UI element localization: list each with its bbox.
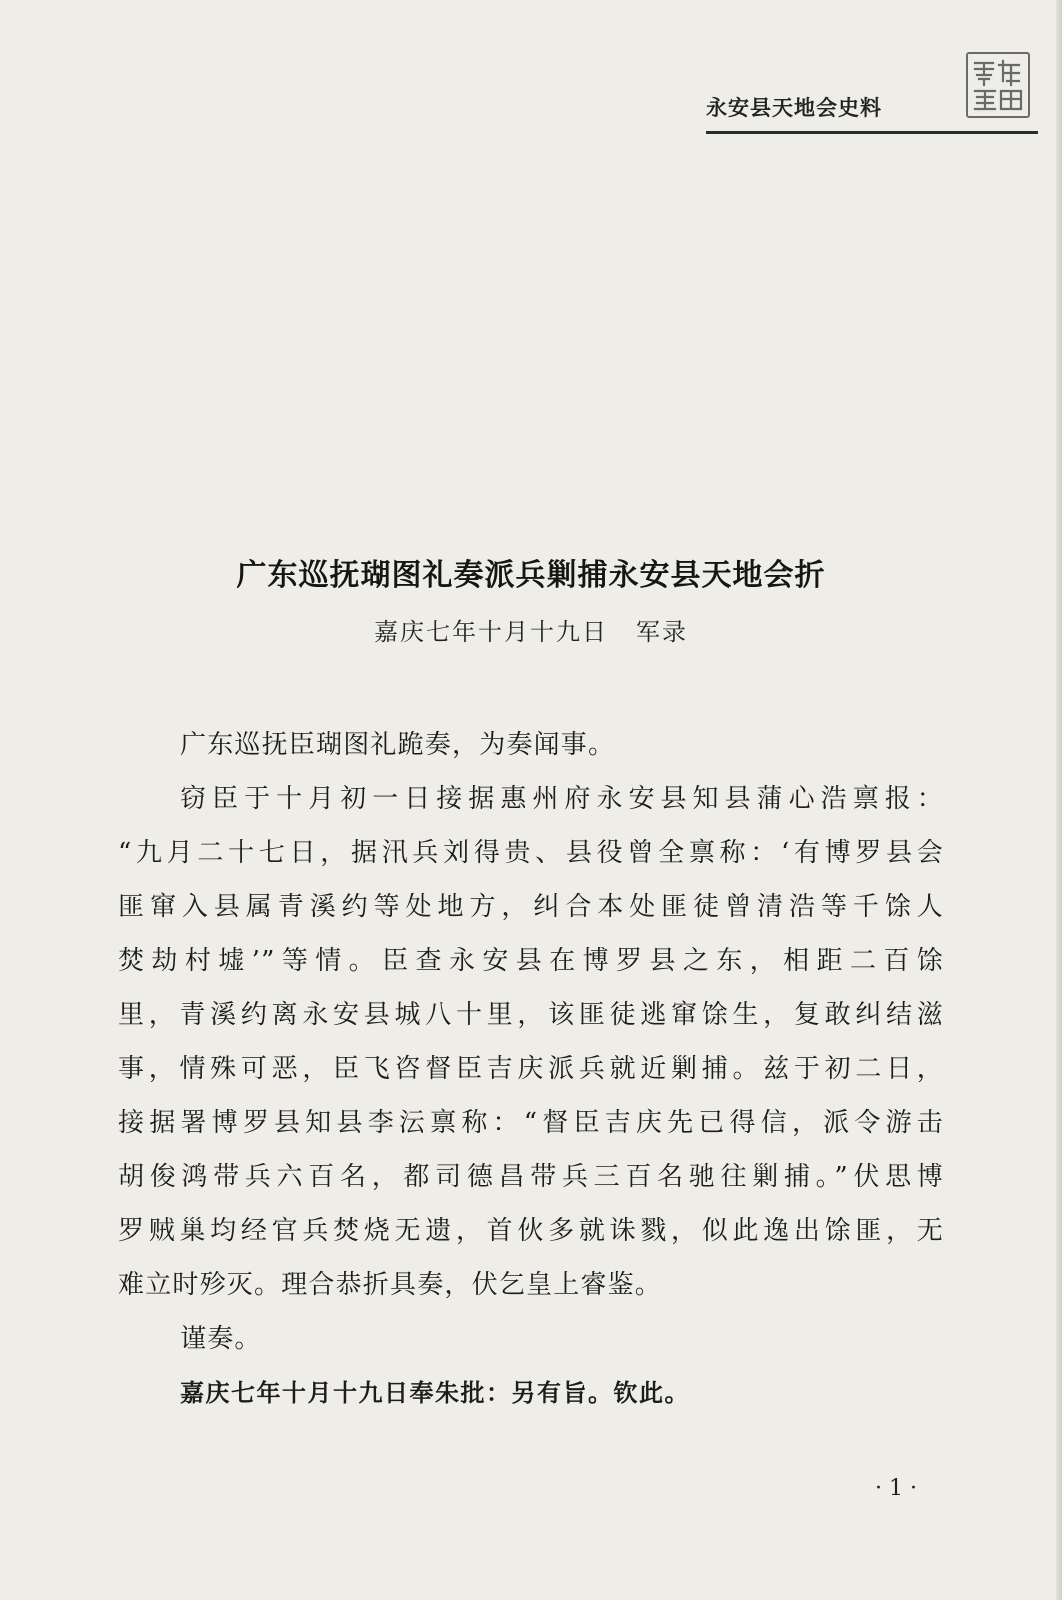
body-line: 胡俊鸿带兵六百名，都司德昌带兵三百名驰往剿捕。”伏思博 xyxy=(118,1162,944,1192)
document-subtitle xyxy=(0,612,1062,647)
body-line: 接据署博罗县知县李沄禀称：“督臣吉庆先已得信，派令游击 xyxy=(118,1108,944,1138)
page-number: · 1 · xyxy=(875,1476,917,1501)
body-line: 里，青溪约离永安县城八十里，该匪徒逃窜馀生，复敢纠结滋 xyxy=(118,1000,944,1030)
body-line: “九月二十七日，据汛兵刘得贵、县役曾全禀称：‘有博罗县会 xyxy=(118,838,944,868)
library-seal-stamp xyxy=(966,52,1030,118)
header-rule xyxy=(706,131,1038,134)
closing-line: 谨奏。 xyxy=(180,1324,262,1354)
memorial-body xyxy=(118,718,944,1420)
body-line: 广东巡抚臣瑚图礼跪奏，为奏闻事。 xyxy=(180,730,616,760)
body-line: 焚劫村墟’”等情。臣查永安县在博罗县之东，相距二百馀 xyxy=(118,946,944,976)
page-edge-shadow xyxy=(1056,0,1062,1600)
body-line: 匪窜入县属青溪约等处地方，纠合本处匪徒曾清浩等千馀人 xyxy=(118,892,944,922)
seal-icon xyxy=(969,55,1027,115)
body-line: 事，情殊可恶，臣飞咨督臣吉庆派兵就近剿捕。兹于初二日， xyxy=(118,1054,944,1084)
body-line: 罗贼巢均经官兵焚烧无遗，首伙多就诛戮，似此逸出馀匪，无 xyxy=(118,1216,944,1246)
body-line: 窃臣于十月初一日接据惠州府永安县知县蒲心浩禀报： xyxy=(180,784,944,814)
subtitle-date: 嘉庆七年十月十九日 xyxy=(374,618,608,646)
vermilion-rescript: 嘉庆七年十月十九日奉朱批：另有旨。钦此。 xyxy=(180,1379,690,1407)
document-title: 广东巡抚瑚图礼奏派兵剿捕永安县天地会折 xyxy=(236,558,826,593)
body-line: 难立时殄灭。理合恭折具奏，伏乞皇上睿鉴。 xyxy=(118,1270,663,1300)
running-header: 永安县天地会史料 xyxy=(706,96,882,120)
subtitle-source: 军录 xyxy=(636,618,688,646)
